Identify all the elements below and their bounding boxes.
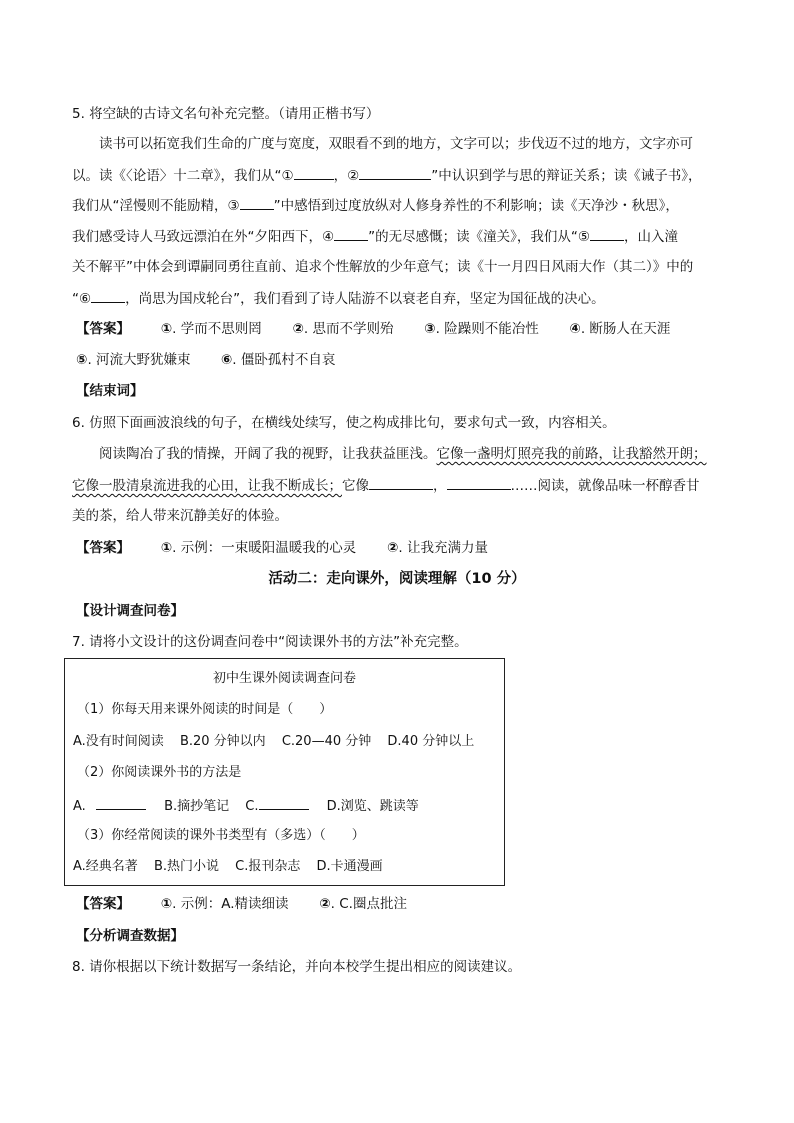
- q5-text-line-3: 我们从“淫慢则不能励精，③ ”中感悟到过度放纵对人修身养性的不利影响；读《天净沙・秋思》，: [72, 195, 679, 216]
- q5-text-line-4: 我们感受诗人马致远漂泊在外“夕阳西下，④ ”的无尽感慨；读《潼关》，我们从“⑤ ，山入潼: [72, 226, 678, 247]
- section-heading: 【结束词】: [76, 383, 144, 399]
- survey-blank-a[interactable]: [96, 795, 146, 810]
- question-7: 7. 请将小文设计的这份调查问卷中“阅读课外书的方法”补充完整。: [72, 634, 468, 650]
- wavy-underlined-sentence: 它像一盏明灯照亮我的前路，让我豁然开朗；: [436, 446, 707, 462]
- survey-question-2: （2）你阅读课外书的方法是: [77, 765, 242, 780]
- survey-title: 初中生课外阅读调查问卷: [212, 671, 356, 686]
- q5-text-line-5: 关不解平”中体会到谭嗣同勇往直前、追求个性解放的少年意气；读《十一月四日风雨大作（其二）》中的: [72, 259, 694, 275]
- answer-label: 【答案】: [76, 321, 130, 337]
- q5-answer-row-1: [76, 319, 670, 339]
- answer-label: 【答案】: [76, 540, 130, 556]
- blank-3[interactable]: [240, 195, 274, 210]
- answer-item: ②. 思而不学则殆: [292, 321, 394, 337]
- survey-option[interactable]: D.40 分钟以上: [387, 734, 475, 749]
- survey-box: [64, 658, 505, 886]
- blank-5[interactable]: [590, 226, 624, 241]
- survey-option[interactable]: B.20 分钟以内: [179, 734, 266, 749]
- survey-option[interactable]: A.没有时间阅读: [73, 734, 164, 749]
- survey-option[interactable]: B.摘抄笔记: [164, 799, 230, 814]
- question-5: 5. 将空缺的古诗文名句补充完整。（请用正楷书写）: [72, 106, 380, 122]
- section-heading: 【分析调查数据】: [76, 928, 184, 944]
- answer-item: ⑤. 河流大野犹嫌束: [76, 352, 191, 368]
- activity-heading: 活动二：走向课外，阅读理解（10 分）: [268, 571, 526, 587]
- q7-answer-row: [76, 894, 407, 914]
- question-8: 8. 请你根据以下统计数据写一条结论，并向本校学生提出相应的阅读建议。: [72, 959, 522, 975]
- survey-q3-options: [73, 857, 395, 877]
- q6-text-line-3: 美的茶，给人带来沉静美好的体验。: [72, 508, 288, 524]
- survey-q1-options: [73, 732, 486, 752]
- q6-answer-row: [76, 538, 488, 558]
- answer-item: ①. 示例：一束暖阳温暖我的心灵: [160, 540, 357, 556]
- q5-text-line-6: “⑥ ，尚思为国戍轮台”，我们看到了诗人陆游不以衰老自弃，坚定为国征战的决心。: [72, 288, 605, 309]
- survey-option[interactable]: D.卡通漫画: [316, 859, 383, 874]
- blank-4[interactable]: [334, 226, 368, 241]
- q6-text-line-2: 它像一股清泉流进我的心田，让我不断成长；它像 ， ……阅读，就像品味一杯醇香甘: [72, 475, 700, 496]
- q6-text-line-1: 阅读陶冶了我的情操，开阔了我的视野，让我获益匪浅。它像一盏明灯照亮我的前路，让我豁然开朗；: [99, 446, 707, 462]
- answer-item: ③. 险躁则不能冶性: [424, 321, 539, 337]
- blank-1[interactable]: [294, 165, 334, 180]
- answer-item: ④. 断肠人在天涯: [569, 321, 671, 337]
- answer-item: ①. 学而不思则罔: [160, 321, 262, 337]
- survey-option[interactable]: D.浏览、跳读等: [326, 799, 419, 814]
- wavy-underlined-sentence: 它像一股清泉流进我的心田，让我不断成长；: [72, 478, 342, 494]
- q5-answer-row-2: [76, 350, 335, 370]
- q5-text-line-1: 读书可以拓宽我们生命的广度与宽度，双眼看不到的地方，文字可以；步伐迈不过的地方，文字亦可: [99, 136, 693, 152]
- q5-text-line-2: 以。读《〈论语〉十二章》，我们从“① ，② ”中认识到学与思的辩证关系；读《诫子书》，: [72, 165, 701, 186]
- q6-blank-1[interactable]: [369, 475, 433, 490]
- answer-item: ②. 让我充满力量: [386, 540, 488, 556]
- survey-option[interactable]: C.报刊杂志: [235, 859, 301, 874]
- section-heading: 【设计调查问卷】: [76, 603, 184, 619]
- answer-item: ①. 示例：A.精读细读: [160, 896, 289, 912]
- survey-option[interactable]: C.20—40 分钟: [281, 734, 372, 749]
- blank-2[interactable]: [359, 165, 431, 180]
- answer-label: 【答案】: [76, 896, 130, 912]
- survey-q2-options: A. B.摘抄笔记 C. D.浏览、跳读等: [73, 795, 431, 817]
- blank-6[interactable]: [91, 288, 125, 303]
- survey-option[interactable]: A.经典名著: [73, 859, 138, 874]
- q6-blank-2[interactable]: [447, 475, 511, 490]
- answer-item: ②. C.圈点批注: [319, 896, 407, 912]
- answer-item: ⑥. 僵卧孤村不自哀: [220, 352, 336, 368]
- survey-option[interactable]: B.热门小说: [153, 859, 220, 874]
- survey-question-1: （1）你每天用来课外阅读的时间是（ ）: [77, 702, 333, 717]
- question-6: 6. 仿照下面画波浪线的句子，在横线处续写，使之构成排比句，要求句式一致，内容相关。: [72, 415, 616, 431]
- survey-blank-c[interactable]: [259, 795, 309, 810]
- survey-question-3: （3）你经常阅读的课外书类型有（多选）（ ）: [77, 828, 365, 843]
